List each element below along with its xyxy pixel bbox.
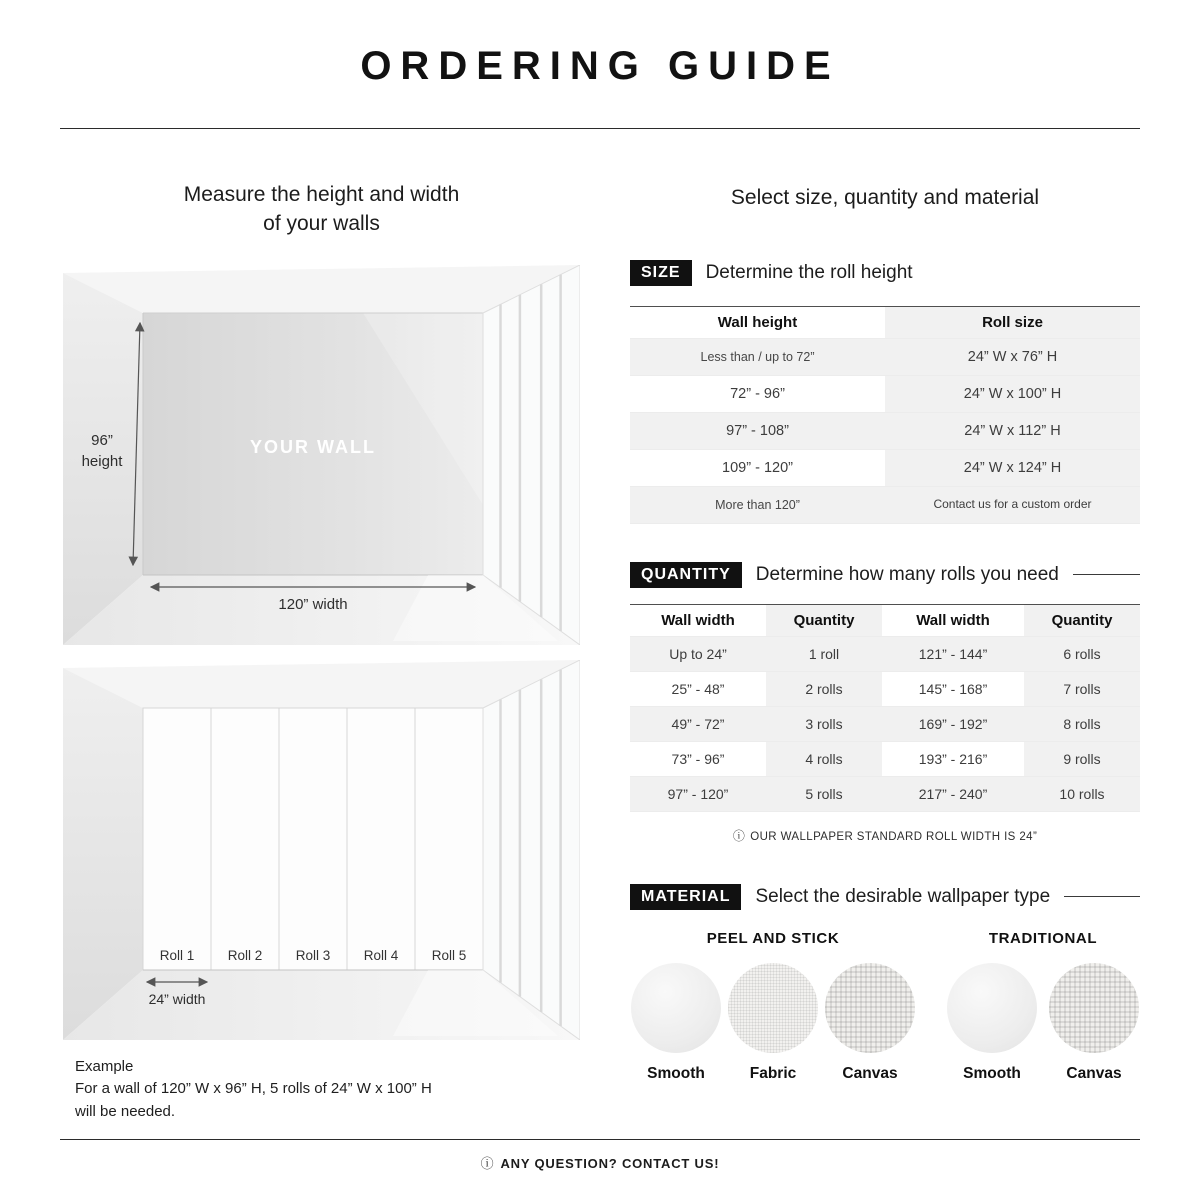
material-badge: MATERIAL [630,884,741,910]
qty-col-wall-width: Wall width [916,611,990,629]
canvas-texture-swatch [1049,963,1139,1053]
material-group-name: PEEL AND STICK [706,929,840,947]
quantity-table-row [630,742,1140,777]
measure-section [63,180,580,1123]
quantity-badge: QUANTITY [630,562,742,588]
quantity-section-header [630,562,1140,588]
roll-label: Roll 1 [159,947,195,963]
material-option-label: Fabric [749,1064,797,1082]
roll-label: Roll 3 [295,947,331,963]
fabric-texture-swatch [728,963,818,1053]
size-table-row [630,413,1140,450]
height-word: height [81,452,123,470]
size-col-wall-height: Wall height [717,314,798,331]
quantity-cell: 8 rolls [1024,707,1140,741]
roll-label: Roll 2 [227,947,263,963]
example-line2: will be needed. [75,1102,176,1120]
roll-size-cell: 24” W x 124” H [885,450,1140,486]
example-block [63,1056,580,1124]
standard-roll-width-note [630,827,1140,844]
info-icon: ⓘ [732,828,746,843]
roll-size-cell: 24” W x 100” H [885,376,1140,412]
roll-size-cell: 24” W x 76” H [885,339,1140,375]
qty-col-quantity: Quantity [766,605,882,636]
quantity-cell: 10 rolls [1024,777,1140,811]
roll-width-dimension-label: 24” width [148,990,206,1007]
roll-label: Roll 5 [431,947,467,963]
room-illustration-rolls [63,660,580,1040]
quantity-table-row [630,777,1140,812]
material-option-smooth [946,963,1038,1083]
size-table-row [630,450,1140,487]
height-value: 96” [91,431,113,449]
wall-height-cell: 109” - 120” [722,460,793,476]
footer-contact-text: ANY QUESTION? CONTACT US! [500,1156,720,1171]
wall-width-cell: 169” - 192” [882,707,1024,741]
material-option-label: Canvas [842,1064,898,1082]
size-table-row [630,376,1140,413]
footer-contact-link[interactable] [0,1153,1200,1172]
material-option-fabric [727,963,819,1083]
size-table-header-row [630,307,1140,339]
wall-height-cell: More than 120” [630,487,885,523]
quantity-table [630,604,1140,812]
quantity-cell: 7 rolls [1024,672,1140,706]
quantity-table-header-row [630,605,1140,637]
quantity-cell: 6 rolls [1024,637,1140,671]
size-col-roll-size: Roll size [885,307,1140,338]
size-table-row [630,339,1140,376]
material-option-label: Canvas [1066,1064,1122,1082]
note-text: OUR WALLPAPER STANDARD ROLL WIDTH IS 24” [750,830,1038,843]
wall-height-cell: 97” - 108” [630,413,885,449]
roll-size-cell: Contact us for a custom order [933,497,1092,511]
header-rule [1064,896,1140,897]
wall-width-cell: 97” - 120” [630,777,766,811]
title-divider [60,128,1140,129]
material-group-name: TRADITIONAL [988,929,1098,947]
material-option-label: Smooth [647,1064,705,1082]
quantity-cell: 9 rolls [1024,742,1140,776]
page-title: ORDERING GUIDE [360,44,840,88]
quantity-table-row [630,707,1140,742]
footer-divider [60,1139,1140,1140]
material-group-peel-and-stick [630,930,916,1083]
quantity-table-row [630,637,1140,672]
material-option-canvas [1048,963,1140,1083]
example-line1: For a wall of 120” W x 96” H, 5 rolls of 24” W x 100” H [75,1080,432,1098]
wall-width-cell: 145” - 168” [918,680,988,697]
wall-width-cell: 121” - 144” [882,637,1024,671]
material-section-title: Select the desirable wallpaper type [755,885,1051,907]
material-section-header [630,884,1140,910]
wall-width-cell: 217” - 240” [882,777,1024,811]
size-badge: SIZE [630,260,692,286]
measure-heading [63,180,580,239]
wall-width-cell: 193” - 216” [918,750,988,767]
height-dimension-label [67,430,137,472]
select-heading: Select size, quantity and material [730,186,1040,209]
quantity-cell: 3 rolls [766,707,882,741]
wall-width-cell: Up to 24” [630,637,766,671]
wall-height-cell: Less than / up to 72” [630,339,885,375]
size-table [630,306,1140,524]
example-title: Example [75,1057,134,1075]
measure-heading-line1: Measure the height and width [183,183,460,206]
wall-height-cell: 72” - 96” [730,386,785,402]
your-wall-label: YOUR WALL [250,436,376,457]
material-option-smooth [630,963,722,1083]
roll-label: Roll 4 [363,947,399,963]
measure-heading-line2: of your walls [263,212,380,236]
room-illustration-wall [63,265,580,645]
wall-width-cell: 73” - 96” [671,750,725,767]
quantity-cell: 2 rolls [766,672,882,706]
smooth-texture-swatch [947,963,1037,1053]
material-group-traditional [946,930,1140,1083]
wall-width-cell: 25” - 48” [671,680,725,697]
size-table-row [630,487,1140,524]
quantity-cell: 4 rolls [766,742,882,776]
width-dimension-label: 120” width [278,595,348,613]
header-rule [1073,574,1140,575]
quantity-cell: 1 roll [766,637,882,671]
wall-width-cell: 49” - 72” [630,707,766,741]
select-section [630,186,1140,1083]
material-options [630,930,1140,1083]
quantity-cell: 5 rolls [766,777,882,811]
smooth-texture-swatch [631,963,721,1053]
quantity-table-row [630,672,1140,707]
canvas-texture-swatch [825,963,915,1053]
size-section-title: Determine the roll height [705,262,913,283]
quantity-section-title: Determine how many rolls you need [755,563,1059,585]
material-option-canvas [824,963,916,1083]
qty-col-quantity: Quantity [1024,605,1140,636]
info-icon: ⓘ [480,1156,495,1171]
size-section-header [630,260,1140,286]
material-option-label: Smooth [963,1064,1021,1082]
roll-size-cell: 24” W x 112” H [885,413,1140,449]
room-rolls-svg [63,660,580,1040]
qty-col-wall-width: Wall width [661,611,735,629]
